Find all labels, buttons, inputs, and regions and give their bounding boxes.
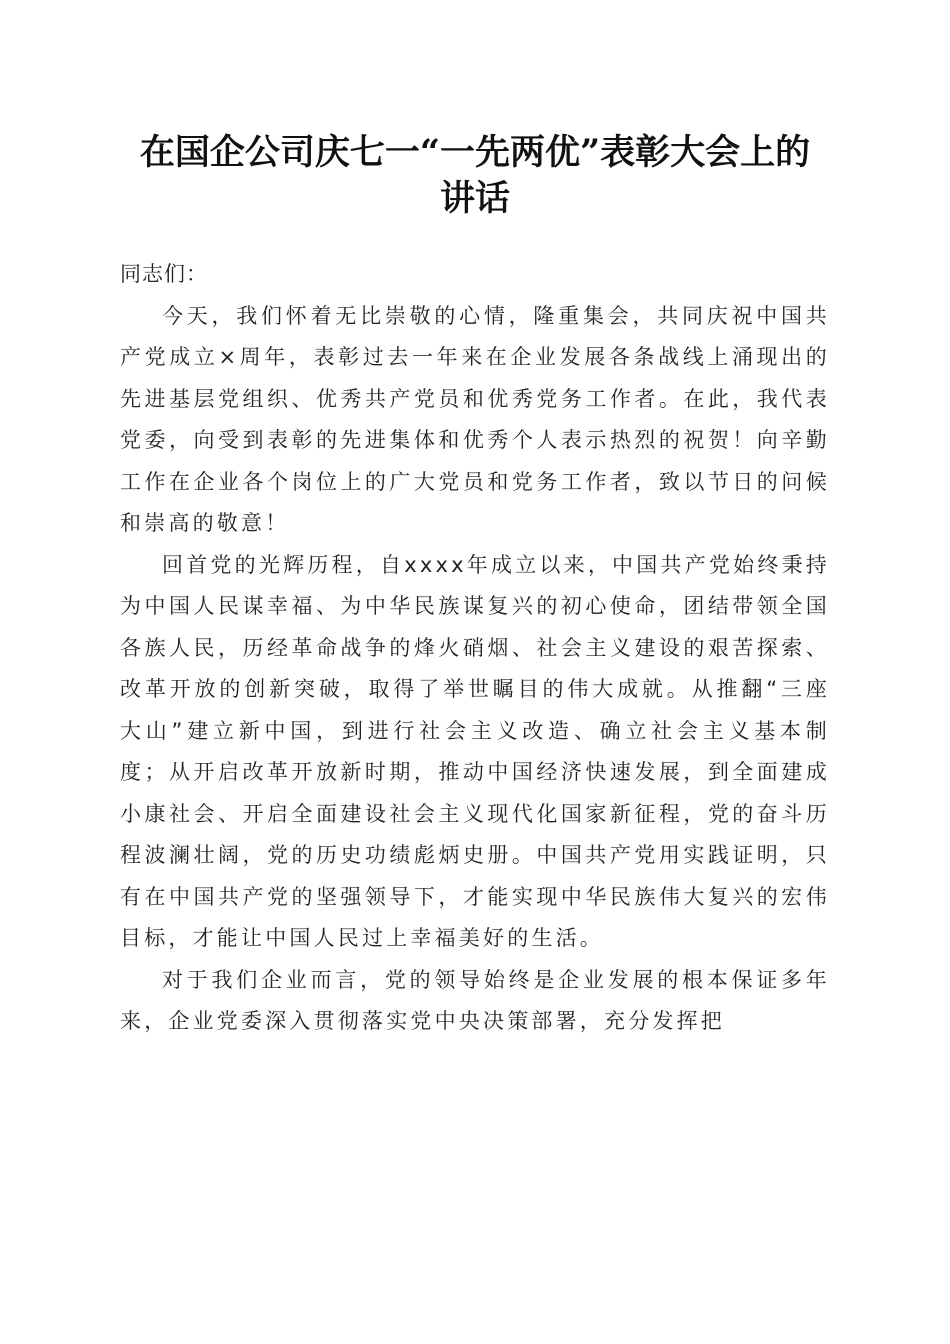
title-line-1: 在国企公司庆七一“一先两优”表彰大会上的	[139, 132, 811, 173]
paragraph-2: 回首党的光辉历程，自xxxx年成立以来，中国共产党始终秉持为中国人民谋幸福、为中华民族谋复兴的初心使命，团结带领全国各族人民，历经革命战争的烽火硝烟、社会主义建设的艰苦探索、改革开放的创新突破，取得了举世瞩目的伟大成就。从推翻“三座大山”建立新中国，到进行社会主义改造、确立社会主义基本制度；从开启改革开放新时期，推动中国经济快速发展，到全面建成小康社会、开启全面建设社会主义现代化国家新征程，党的奋斗历程波澜壮阔，党的历史功绩彪炳史册。中国共产党用实践证明，只有在中国共产党的坚强领导下，才能实现中华民族伟大复兴的宏伟目标，才能让中国人民过上幸福美好的生活。	[120, 552, 830, 950]
document-title	[100, 130, 850, 222]
salutation: 同志们：	[120, 262, 208, 286]
document-body	[120, 254, 830, 1043]
paragraph-1: 今天，我们怀着无比崇敬的心情，隆重集会，共同庆祝中国共产党成立×周年，表彰过去一年来在企业发展各条战线上涌现出的先进基层党组织、优秀共产党员和优秀党务工作者。在此，我代表党委，向受到表彰的先进集体和优秀个人表示热烈的祝贺！向辛勤工作在企业各个岗位上的广大党员和党务工作者，致以节日的问候和崇高的敬意！	[120, 303, 830, 535]
title-line-2: 讲话	[439, 178, 510, 219]
paragraph-3: 对于我们企业而言，党的领导始终是企业发展的根本保证多年来，企业党委深入贯彻落实党中央决策部署，充分发挥把	[120, 967, 830, 1033]
